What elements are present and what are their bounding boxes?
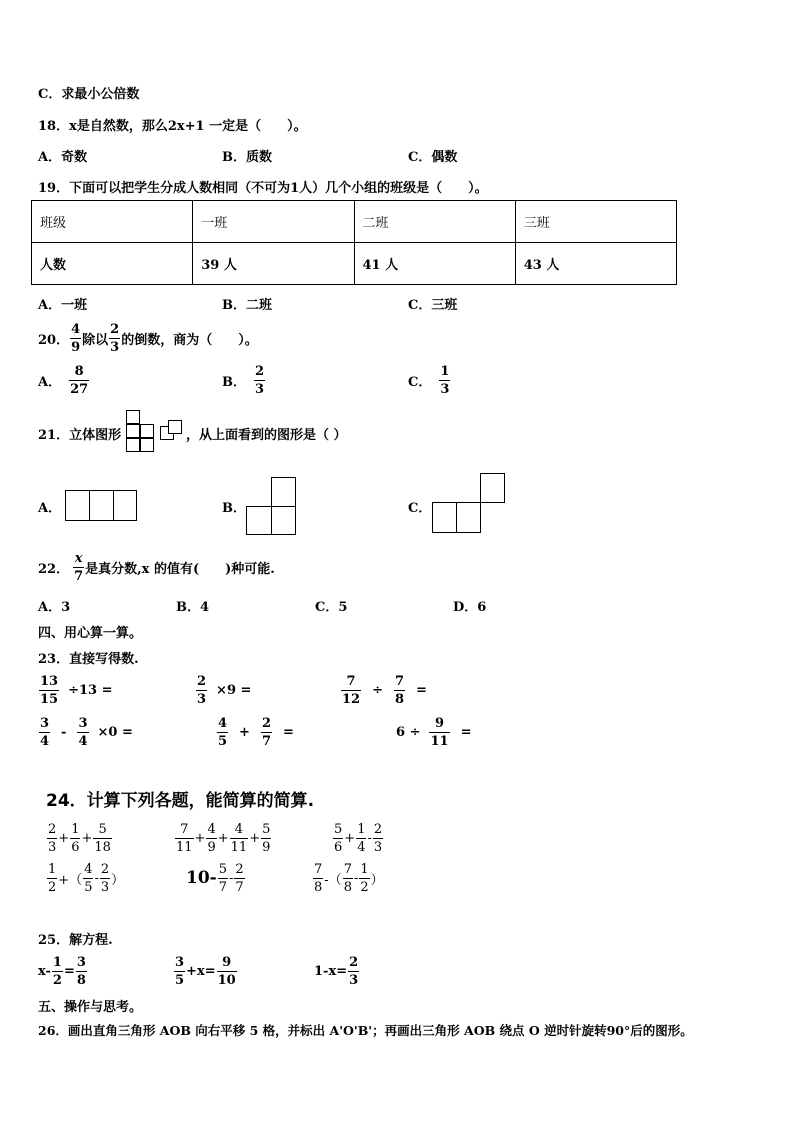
denominator: 3 — [48, 839, 57, 855]
operator: - — [229, 870, 234, 886]
q20-option-c — [408, 362, 451, 398]
numerator: 2 — [197, 673, 207, 689]
denominator: 11 — [176, 839, 193, 855]
numerator: 4 — [84, 861, 93, 877]
q18-option-c: C．偶数 — [408, 150, 458, 165]
operator: - — [367, 830, 372, 846]
operator: + — [239, 724, 250, 740]
expr-text: 6 ÷ — [396, 724, 421, 740]
fraction — [39, 716, 50, 749]
fraction — [217, 716, 228, 749]
numerator: 2 — [261, 715, 271, 731]
numerator: 1 — [48, 861, 57, 877]
denominator: 7 — [218, 879, 227, 895]
table-cell: 43 人 — [515, 243, 676, 285]
denominator: 8 — [76, 972, 86, 988]
fraction — [174, 955, 185, 988]
table-cell: 班级 — [32, 201, 193, 243]
denominator: 9 — [262, 839, 271, 855]
table-cell: 41 人 — [354, 243, 515, 285]
denominator: 5 — [84, 879, 93, 895]
q25-equation-1 — [38, 952, 88, 990]
q20-option-a — [38, 362, 90, 398]
fraction — [47, 822, 57, 855]
fraction — [218, 862, 228, 895]
denominator: 7 — [261, 733, 271, 749]
equals: = — [283, 724, 294, 740]
numerator: 8 — [74, 363, 84, 379]
operator: + — [58, 830, 70, 846]
numerator: 4 — [71, 321, 81, 337]
numerator: 5 — [218, 861, 227, 877]
q21-option-c-figure — [432, 473, 505, 533]
fraction — [234, 862, 244, 895]
fraction — [100, 862, 110, 895]
numerator: 7 — [346, 673, 356, 689]
denominator: 3 — [349, 972, 359, 988]
fraction — [341, 674, 361, 707]
table-cell: 二班 — [354, 201, 515, 243]
denominator: 3 — [100, 879, 110, 895]
table-cell: 三班 — [515, 201, 676, 243]
fraction — [261, 822, 271, 855]
table-cell: 人数 — [32, 243, 193, 285]
operator: +（ — [58, 872, 83, 888]
numerator: 1 — [357, 821, 366, 837]
q19-option-b: B．二班 — [222, 298, 272, 313]
denominator: 2 — [52, 972, 62, 988]
q17-option-c: C．求最小公倍数 — [38, 87, 140, 102]
fraction — [333, 822, 343, 855]
fraction — [359, 862, 369, 895]
q19-class-table — [31, 200, 677, 285]
q21-text: ，从上面看到的图形是（ ） — [186, 428, 347, 443]
numerator: 4 — [207, 821, 216, 837]
q22-option-a: A．3 — [38, 600, 71, 615]
denominator: 8 — [395, 691, 405, 707]
operator: ） — [111, 872, 125, 888]
q19-stem: 19．下面可以把学生分成人数相同（不可为1人）几个小组的班级是（ ）。 — [38, 181, 488, 196]
q21-option-a-figure — [65, 490, 137, 521]
numerator: 1 — [71, 821, 80, 837]
q20-text: 除以 — [82, 332, 109, 348]
q22-number: 22． — [38, 561, 70, 577]
fraction — [313, 862, 323, 895]
expr-text: ×0 = — [97, 724, 133, 740]
fraction — [52, 955, 63, 988]
fraction — [70, 822, 80, 855]
operator: ÷ — [372, 682, 383, 698]
q20-option-b — [222, 362, 266, 398]
q23-expr-1 — [38, 672, 113, 708]
denominator: 15 — [40, 691, 59, 707]
section-4-heading: 四、用心算一算。 — [38, 626, 143, 641]
q23-stem: 23．直接写得数. — [38, 652, 139, 667]
numerator: 2 — [48, 821, 57, 837]
numerator: 3 — [76, 954, 86, 970]
fraction — [175, 822, 194, 855]
fraction — [77, 716, 88, 749]
numerator: 2 — [110, 321, 120, 337]
denominator: 9 — [207, 839, 216, 855]
q22-stem — [38, 548, 275, 586]
fraction — [394, 674, 405, 707]
q24-stem — [46, 786, 314, 811]
q22-option-c: C．5 — [315, 600, 348, 615]
numerator: 1 — [360, 861, 369, 877]
denominator: 7 — [235, 879, 244, 895]
q23-expr-6 — [396, 714, 471, 750]
q21-option-c-label: C． — [408, 501, 432, 516]
numerator: 5 — [334, 821, 343, 837]
numerator: 3 — [78, 715, 88, 731]
q21-option-b-label: B． — [222, 501, 246, 516]
fraction — [373, 822, 383, 855]
denominator: 2 — [360, 879, 369, 895]
fraction — [343, 862, 353, 895]
denominator: 11 — [430, 733, 449, 749]
expr-text: ÷13 = — [68, 682, 113, 698]
q20-stem — [38, 320, 258, 356]
q25-equation-3 — [314, 952, 360, 990]
numerator: 7 — [395, 673, 405, 689]
q24-expr-6 — [312, 860, 384, 896]
section-5-heading: 五、操作与思考。 — [38, 1000, 143, 1015]
q24-expr-5 — [186, 860, 246, 896]
fraction — [47, 862, 57, 895]
numerator: 3 — [40, 715, 50, 731]
equals: = — [416, 682, 427, 698]
fraction — [206, 822, 216, 855]
numerator: 9 — [434, 715, 445, 731]
table-cell: 一班 — [193, 201, 354, 243]
denominator: 5 — [175, 972, 185, 988]
operator: + — [81, 830, 93, 846]
table-row — [32, 201, 677, 243]
fraction — [348, 955, 359, 988]
q24-expr-2 — [174, 820, 272, 856]
denominator: 3 — [373, 839, 383, 855]
numerator: 2 — [373, 821, 383, 837]
denominator: 7 — [74, 568, 84, 584]
q22-option-b: B．4 — [176, 600, 210, 615]
q18-stem: 18．x是自然数，那么2x+1 一定是（ ）。 — [38, 119, 307, 134]
numerator: x — [74, 550, 83, 566]
fraction — [356, 822, 366, 855]
fraction — [217, 955, 237, 988]
denominator: 4 — [357, 839, 366, 855]
q20-text: 的倒数，商为（ ）。 — [121, 332, 258, 348]
denominator: 8 — [343, 879, 352, 895]
expr-text: +x= — [186, 963, 216, 979]
numerator: 13 — [40, 673, 59, 689]
operator: - — [94, 870, 99, 886]
table-row — [32, 243, 677, 285]
denominator: 8 — [314, 879, 323, 895]
operator: + — [194, 830, 206, 846]
fraction — [109, 322, 120, 355]
numerator: 4 — [234, 821, 244, 837]
option-label: B． — [222, 374, 246, 390]
solid-figure-image — [124, 410, 186, 452]
fraction — [230, 822, 249, 855]
q19-option-c: C．三班 — [408, 298, 458, 313]
numerator: 2 — [255, 363, 265, 379]
q20-number: 20． — [38, 332, 70, 348]
fraction — [73, 551, 84, 584]
q24-expr-1 — [46, 820, 113, 856]
denominator: 12 — [342, 691, 361, 707]
q25-equation-2 — [173, 952, 238, 990]
expr-text: 1-x= — [314, 963, 348, 979]
q26-stem: 26．画出直角三角形 AOB 向右平移 5 格，并标出 A'O'B'；再画出三角形 AOB 绕点 O 逆时针旋转90°后的图形。 — [38, 1023, 693, 1038]
denominator: 4 — [40, 733, 50, 749]
numerator: 7 — [343, 861, 352, 877]
table-cell: 39 人 — [193, 243, 354, 285]
q24-stem-text: 24．计算下列各题，能简算的简算. — [46, 791, 315, 811]
denominator: 27 — [70, 381, 89, 397]
numerator: 9 — [222, 954, 232, 970]
fraction — [70, 322, 81, 355]
numerator: 3 — [175, 954, 185, 970]
denominator: 10 — [217, 972, 236, 988]
q21-option-b-figure — [246, 477, 296, 535]
q23-expr-2 — [195, 672, 251, 708]
operator: - — [61, 724, 67, 740]
denominator: 3 — [110, 339, 120, 355]
operator: + — [249, 830, 261, 846]
equals: = — [63, 963, 75, 979]
fraction — [196, 674, 207, 707]
expr-text: x- — [38, 963, 51, 979]
numerator: 2 — [100, 861, 110, 877]
option-label: C． — [408, 374, 432, 390]
numerator: 7 — [180, 821, 189, 837]
numerator: 2 — [235, 861, 244, 877]
denominator: 3 — [255, 381, 265, 397]
fraction — [76, 955, 87, 988]
q22-text: 是真分数,x 的值有( )种可能. — [85, 561, 275, 577]
operator: - — [353, 870, 359, 886]
denominator: 18 — [94, 839, 111, 855]
denominator: 6 — [334, 839, 343, 855]
fraction — [439, 364, 450, 397]
operator: + — [217, 830, 229, 846]
operator: + — [344, 830, 356, 846]
fraction — [69, 364, 89, 397]
numerator: 5 — [262, 821, 271, 837]
q22-option-d: D．6 — [453, 600, 487, 615]
fraction — [261, 716, 272, 749]
denominator: 2 — [48, 879, 57, 895]
q21-number: 21．立体图形 — [38, 428, 122, 443]
q25-stem: 25．解方程. — [38, 933, 113, 948]
q24-expr-4 — [46, 860, 124, 896]
operator: -（ — [324, 872, 342, 888]
denominator: 9 — [71, 339, 81, 355]
denominator: 3 — [197, 691, 207, 707]
option-label: A． — [38, 374, 62, 390]
q21-option-a-label: A． — [38, 501, 62, 516]
fraction — [39, 674, 59, 707]
q24-expr-3 — [332, 820, 384, 856]
denominator: 11 — [230, 839, 248, 855]
numerator: 2 — [349, 954, 359, 970]
numerator: 1 — [52, 954, 62, 970]
numerator: 7 — [314, 861, 323, 877]
q19-option-a: A．一班 — [38, 298, 88, 313]
q23-expr-4 — [38, 714, 133, 750]
numerator: 4 — [218, 715, 228, 731]
numerator: 1 — [440, 363, 450, 379]
q18-option-a: A．奇数 — [38, 150, 88, 165]
equals: = — [460, 724, 472, 740]
q18-option-b: B．质数 — [222, 150, 272, 165]
fraction — [93, 822, 112, 855]
denominator: 5 — [218, 733, 228, 749]
q23-expr-3 — [340, 672, 427, 708]
denominator: 6 — [71, 839, 80, 855]
expr-text: 10- — [186, 868, 217, 888]
expr-text: ×9 = — [216, 682, 252, 698]
denominator: 4 — [78, 733, 88, 749]
fraction — [254, 364, 265, 397]
fraction — [429, 716, 449, 749]
q23-expr-5 — [216, 714, 294, 750]
numerator: 5 — [98, 821, 107, 837]
fraction — [83, 862, 93, 895]
operator: ） — [370, 872, 384, 888]
denominator: 3 — [440, 381, 450, 397]
